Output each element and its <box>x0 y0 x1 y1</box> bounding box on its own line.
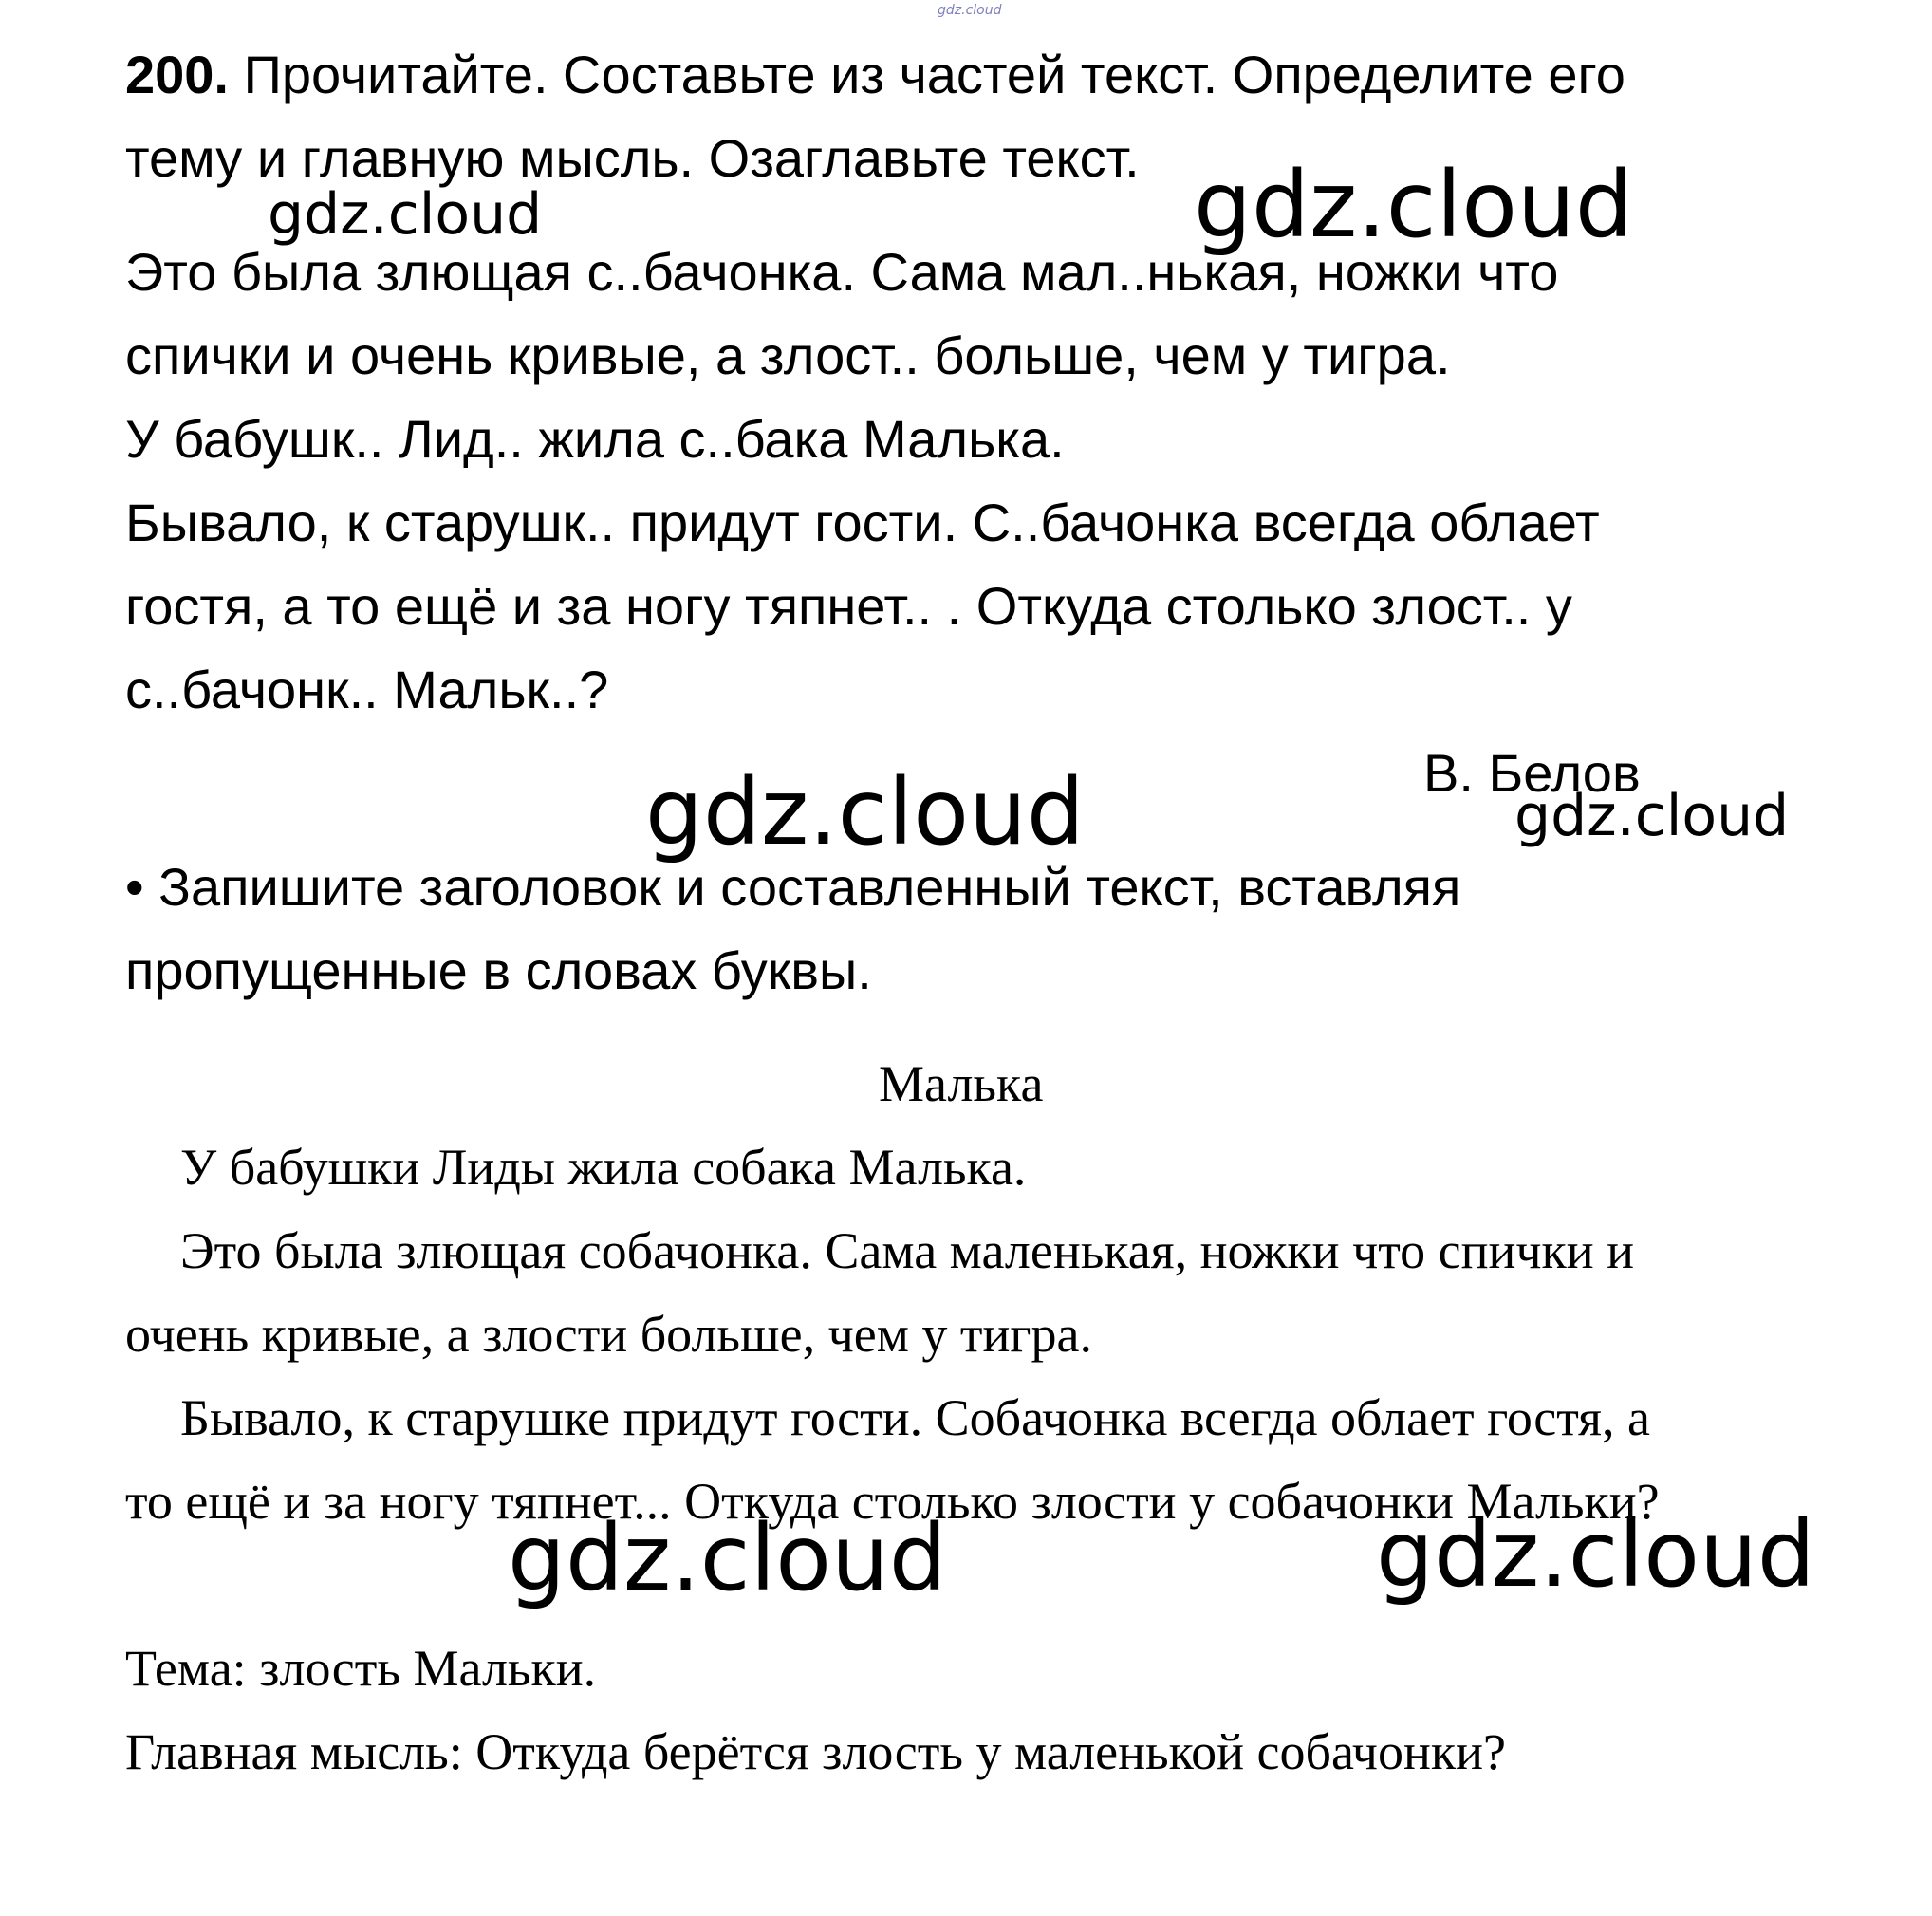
answer-line: то ещё и за ногу тяпнет... Откуда столько злости у собачонки Мальки? <box>125 1473 1660 1530</box>
task-instruction-line1: Прочитайте. Составьте из частей текст. Определите его <box>243 45 1625 104</box>
exercise-line: с..бачонк.. Мальк..? <box>125 660 609 719</box>
watermark-text: gdz.cloud <box>645 759 1085 865</box>
write-task-line1: • Запишите заголовок и составленный текст, вставляя <box>125 857 1461 917</box>
task-instruction <box>125 33 1625 117</box>
watermark-text: gdz.cloud <box>1376 1501 1815 1608</box>
answer-line: Это была злющая собачонка. Сама маленькая, ножки что спички и <box>180 1222 1635 1279</box>
watermark-text: gdz.cloud <box>1194 152 1633 258</box>
task-instruction-line2: тему и главную мысль. Озаглавьте текст. <box>125 128 1140 188</box>
exercise-line: У бабушк.. Лид.. жила с..бака Малька. <box>125 409 1065 469</box>
exercise-line: гостя, а то ещё и за ногу тяпнет.. . Откуда столько злост.. у <box>125 576 1572 636</box>
answer-line: У бабушки Лиды жила собака Малька. <box>180 1139 1027 1196</box>
answer-theme: Тема: злость Мальки. <box>125 1640 597 1697</box>
watermark-text: gdz.cloud <box>268 181 543 248</box>
answer-line: очень кривые, а злости больше, чем у тигра. <box>125 1306 1092 1363</box>
task-number: 200. <box>125 45 229 104</box>
watermark-text: gdz.cloud <box>508 1505 947 1611</box>
author: В. Белов <box>1423 743 1641 803</box>
exercise-line: Бывало, к старушк.. придут гости. С..бачонка всегда облает <box>125 493 1600 552</box>
exercise-line: Это была злющая с..бачонка. Сама мал..нькая, ножки что <box>125 242 1559 302</box>
write-task-line2: пропущенные в словах буквы. <box>125 940 872 1000</box>
answer-title: Малька <box>879 1055 1044 1112</box>
watermark-text: gdz.cloud <box>1514 783 1790 849</box>
answer-line: Бывало, к старушке придут гости. Собачонка всегда облает гостя, а <box>180 1389 1650 1446</box>
watermark-top: gdz.cloud <box>938 3 1002 18</box>
answer-main-idea: Главная мысль: Откуда берётся злость у маленькой собачонки? <box>125 1723 1506 1780</box>
exercise-line: спички и очень кривые, а злост.. больше, чем у тигра. <box>125 326 1451 385</box>
